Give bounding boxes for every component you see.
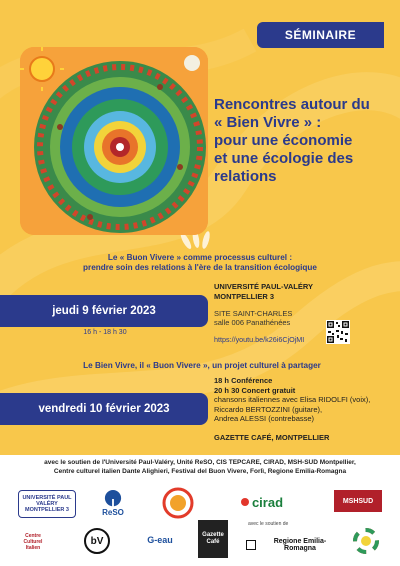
place-line: MONTPELLIER 3 xyxy=(214,291,275,301)
title-line: et une écologie des xyxy=(214,150,354,167)
youtube-link[interactable]: https://youtu.be/k26i6CjOjMI xyxy=(214,335,305,344)
dante-logo xyxy=(20,527,46,557)
tree-icon xyxy=(102,490,124,508)
site-day1 xyxy=(214,309,292,327)
subtitle-line: Le « Buon Vivere » comme processus culturel : xyxy=(107,253,293,262)
colorful-ring-icon xyxy=(352,527,380,555)
dante-logo-text: Centre Culturel Italien xyxy=(23,533,43,551)
site-line: SITE SAINT-CHARLES xyxy=(214,309,293,318)
program-line: 20 h 30 Concert gratuit xyxy=(214,385,296,395)
title-line: relations xyxy=(214,168,277,185)
date-day1: jeudi 9 février 2023 xyxy=(0,295,208,327)
date-day2: vendredi 10 février 2023 xyxy=(0,393,208,425)
reso-logo xyxy=(98,487,128,519)
msh-sud-logo: MSHSUD xyxy=(334,490,382,512)
place-day1 xyxy=(214,282,313,301)
title-line: pour une économie xyxy=(214,132,353,149)
g-eau-logo: G-eau xyxy=(147,535,173,545)
place-line: UNIVERSITÉ PAUL-VALÉRY xyxy=(214,282,314,291)
program-line: Andrea ALESSI (contrebasse) xyxy=(214,414,315,423)
hours-day1: 16 h - 18 h 30 xyxy=(83,329,127,336)
upv-logo: UNIVERSITÉ PAUL VALÉRY MONTPELLIER 3 xyxy=(18,490,76,518)
site-line: salle 006 Panathénées xyxy=(214,318,291,327)
program-line: 18 h Conférence xyxy=(214,376,273,385)
circle-logo-icon xyxy=(162,487,194,519)
title-line: « Bien Vivre » : xyxy=(214,114,322,131)
gazette-cafe-logo: Gazette Café xyxy=(198,520,228,558)
qr-code-icon[interactable] xyxy=(326,320,350,344)
cirad-dot-icon xyxy=(241,498,249,506)
subtitle-day2: Le Bien Vivre, il « Buon Vivere », un projet culturel à partager xyxy=(83,361,321,370)
soutien-label: avec le soutien de xyxy=(248,521,289,527)
reso-logo-text: ReSO xyxy=(102,507,124,517)
buon-vivere-logo: bV xyxy=(84,528,110,554)
emilia-romagna-logo-text: Regione Emilia-Romagna xyxy=(273,538,327,552)
emilia-romagna-logo xyxy=(246,538,342,552)
support-line: avec le soutien de l'Université Paul-Valéry, Unité ReSO, CIS TEPCARE, CIRAD, MSH-SUD Montpellier, xyxy=(44,459,356,466)
venue-day2: GAZETTE CAFÉ, MONTPELLIER xyxy=(214,433,330,442)
main-title xyxy=(214,96,394,186)
cis-tepcare-logo xyxy=(162,487,194,519)
artwork-image xyxy=(20,47,208,235)
program-line: Riccardo BERTOZZINI (guitare), xyxy=(214,404,323,414)
support-text xyxy=(8,459,392,476)
title-line: Rencontres autour du xyxy=(214,96,370,113)
festival-logo xyxy=(352,527,380,555)
region-emblem-icon xyxy=(246,540,256,550)
seminar-badge: SÉMINAIRE xyxy=(257,22,384,48)
cirad-logo-text: cirad xyxy=(251,494,284,510)
subtitle-line: prendre soin des relations à l'ère de la transition écologique xyxy=(83,263,317,272)
support-line: Centre culturel italien Dante Alighieri, Festival del Buon Vivere, Forlì, Regione Emilia-Romagna xyxy=(53,467,347,475)
program-day2 xyxy=(214,376,370,424)
subtitle-day1 xyxy=(22,253,378,273)
cirad-logo xyxy=(234,492,290,512)
program-line: chansons italiennes avec Elisa RIDOLFI (voix), xyxy=(214,395,371,404)
